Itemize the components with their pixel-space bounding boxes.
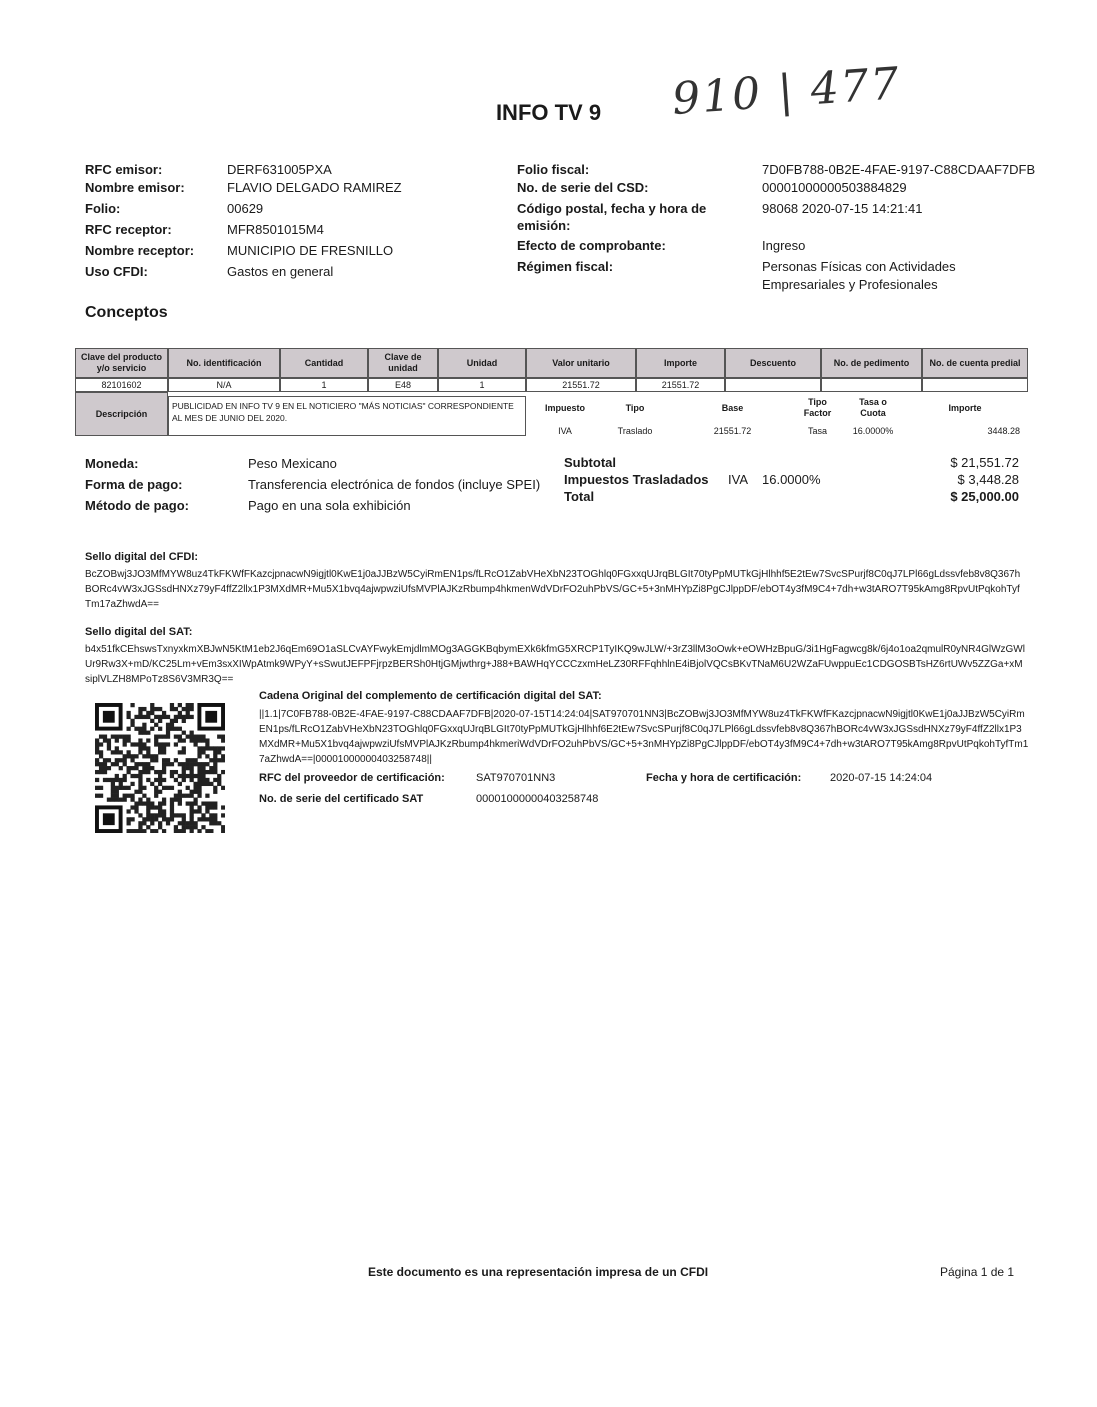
nombre-receptor-value: MUNICIPIO DE FRESNILLO — [227, 243, 394, 258]
th-cuenta-predial: No. de cuenta predial — [922, 348, 1028, 378]
th-no-pedimento: No. de pedimento — [821, 348, 922, 378]
td-cantidad: 1 — [280, 378, 368, 392]
qr-code-icon — [95, 703, 225, 833]
folio-value: 00629 — [227, 201, 264, 216]
td-cuenta-predial — [922, 378, 1028, 392]
handwritten-note: 910 | 477 — [670, 58, 903, 125]
tax-h-tipo-factor: Tipo Factor — [803, 397, 832, 418]
uso-cfdi-value: Gastos en general — [227, 264, 334, 279]
codigo-value: 98068 2020-07-15 14:21:41 — [762, 201, 923, 216]
codigo-label-2: emisión: — [517, 218, 571, 233]
cadena-label: Cadena Original del complemento de certificación digital del SAT: — [259, 690, 602, 702]
folio-fiscal-label: Folio fiscal: — [517, 162, 590, 177]
nombre-emisor-value: FLAVIO DELGADO RAMIREZ — [227, 180, 402, 195]
th-descuento: Descuento — [725, 348, 821, 378]
metodo-pago-value: Pago en una sola exhibición — [248, 498, 411, 513]
descripcion-label: Descripción — [75, 392, 168, 436]
page-indicator: Página 1 de 1 — [940, 1265, 1015, 1279]
td-clave-unidad: E48 — [368, 378, 438, 392]
codigo-label: Código postal, fecha y hora de — [517, 201, 707, 216]
tax-h-tasa-cuota: Tasa o Cuota — [859, 397, 887, 418]
forma-pago-label: Forma de pago: — [85, 477, 183, 492]
td-no-pedimento — [821, 378, 922, 392]
th-clave-unidad: Clave de unidad — [368, 348, 438, 378]
nombre-emisor-label: Nombre emisor: — [85, 180, 185, 195]
regimen-value-2: Empresariales y Profesionales — [762, 277, 938, 292]
impuestos-value: $ 3,448.28 — [957, 472, 1019, 487]
tax-h-impuesto: Impuesto — [544, 403, 585, 413]
rfc-proveedor-value: SAT970701NN3 — [476, 772, 556, 784]
descripcion-text: PUBLICIDAD EN INFO TV 9 EN EL NOTICIERO "MÁS NOTICIAS" CORRESPONDIENTE AL MES DE JUNIO DEL 2020. — [168, 396, 526, 436]
subtotal-label: Subtotal — [564, 455, 616, 470]
th-unidad: Unidad — [438, 348, 526, 378]
tax-h-tipo: Tipo — [625, 403, 645, 413]
td-no-identificacion: N/A — [168, 378, 280, 392]
rfc-receptor-label: RFC receptor: — [85, 222, 172, 237]
regimen-label: Régimen fiscal: — [517, 259, 614, 274]
th-clave-producto: Clave del producto y/o servicio — [75, 348, 168, 378]
forma-pago-value: Transferencia electrónica de fondos (incluye SPEI) — [248, 477, 541, 492]
th-no-identificacion: No. identificación — [168, 348, 280, 378]
total-label: Total — [564, 489, 595, 504]
impuestos-tipo: IVA — [728, 472, 748, 487]
td-importe: 21551.72 — [636, 378, 725, 392]
serie-csd-label: No. de serie del CSD: — [517, 180, 649, 195]
tax-v-base: 21551.72 — [713, 426, 752, 436]
document-title: INFO TV 9 — [495, 100, 602, 125]
th-valor-unitario: Valor unitario — [526, 348, 636, 378]
impuestos-tasa: 16.0000% — [762, 472, 821, 487]
nombre-receptor-label: Nombre receptor: — [85, 243, 195, 258]
tax-v-impuesto: IVA — [558, 426, 572, 436]
uso-cfdi-label: Uso CFDI: — [85, 264, 148, 279]
td-valor-unitario: 21551.72 — [526, 378, 636, 392]
tax-h-importe: Importe — [948, 403, 982, 413]
conceptos-title: Conceptos — [85, 304, 168, 321]
td-clave-producto: 82101602 — [75, 378, 168, 392]
regimen-value-1: Personas Físicas con Actividades — [762, 259, 956, 274]
tax-h-base: Base — [721, 403, 744, 413]
tax-v-tipo: Traslado — [617, 426, 653, 436]
moneda-value: Peso Mexicano — [248, 456, 337, 471]
folio-label: Folio: — [85, 201, 121, 216]
metodo-pago-label: Método de pago: — [85, 498, 189, 513]
total-value: $ 25,000.00 — [950, 489, 1019, 504]
folio-fiscal-value: 7D0FB788-0B2E-4FAE-9197-C88CDAAF7DFB — [762, 162, 1036, 177]
footer-note: Este documento es una representación impresa de un CFDI — [368, 1265, 709, 1279]
impuestos-label: Impuestos Trasladados — [564, 472, 709, 487]
cadena-value: ||1.1|7C0FB788-0B2E-4FAE-9197-C88CDAAF7DFB|2020-07-15T14:24:04|SAT970701NN3|BcZOBwj3JO3MfMYW8uz4TkFKWfFKazcjpnacwN9igjtl0KwE1j0aJJBzW5CyiRmEN1ps/fLRcO1ZabVHeXbN23TOGhlq0FGxxqUJrqBLGIt70tyPpMUTkGjHlhhf6E2tEw7SvcSPurjf8C0qJ7LPl66gLdssvfeb8v8Q367hBORc4vW3xJGSsdHNXz79yF4ffZ2llx1P3MXdMR+Mu5X1bvq4ajwpwziUfsMVPlAJKzRbump4hkmeriWdVDrFO2uhPbVS/GC+5+3nMHYpZi8PgCJlppDF/ebOT4y3fM9C4+7dh+w3tARO7T95kAmg8RpvUtPqkohTyfTm17aZhwdA==|00001000000403258748|| — [259, 709, 1029, 765]
td-unidad: 1 — [438, 378, 526, 392]
tax-v-importe: 3448.28 — [987, 426, 1020, 436]
sello-sat-label: Sello digital del SAT: — [85, 626, 193, 638]
fecha-cert-value: 2020-07-15 14:24:04 — [830, 772, 933, 784]
efecto-value: Ingreso — [762, 238, 806, 253]
rfc-receptor-value: MFR8501015M4 — [227, 222, 324, 237]
subtotal-value: $ 21,551.72 — [950, 455, 1019, 470]
sello-cfdi-value: BcZOBwj3JO3MfMYW8uz4TkFKWfFKazcjpnacwN9igjtl0KwE1j0aJJBzW5CyiRmEN1ps/fLRcO1ZabVHeXbN23TOGhlq0FGxxqUJrqBLGIt70tyPpMUTkGjHlhhf5E2tEw7SvcSPurjf8C0qJ7LPl66gLdssvfeb8v8Q367hBORc4vW3xJGSsdHNXz79yF4ffZ2llx1P3MXdMR+Mu5X1bvq4ajwpwziUfsMVPlAJKzRbump4hkmenWdVDrFO2uhPbVS/GC+5+3nMHYpZi8PgCJlppDF/ebOT4y3fM9C4+7dh+w3tARO7T95kAmg8RpvUtPqkohTyfTm17aZhwdA== — [85, 569, 1021, 610]
efecto-label: Efecto de comprobante: — [517, 238, 666, 253]
moneda-label: Moneda: — [85, 456, 139, 471]
serie-cert-label: No. de serie del certificado SAT — [259, 793, 424, 805]
serie-csd-value: 00001000000503884829 — [762, 180, 907, 195]
rfc-emisor-value: DERF631005PXA — [227, 162, 332, 177]
fecha-cert-label: Fecha y hora de certificación: — [646, 772, 802, 784]
th-importe: Importe — [636, 348, 725, 378]
serie-cert-value: 00001000000403258748 — [476, 793, 599, 805]
td-descuento — [725, 378, 821, 392]
sello-sat-value: b4x51fkCEhswsTxnyxkmXBJwN5KtM1eb2J6qEm69O1aSLCvAYFwykEmjdlmMOg3AGGKBqbymEXk6kfmG5XRCP1TyIKQ9wJLW/+3rZ3llM3oOwk+eOWHzBpuG/3i1HgFagwcg8k/6j4o1oa2qmulR0yNR4GlWzGWlUr9Rw3X+mD/KC25Lm+vEm3sxXIWpAtmk9WPyY+sSwutJEFPFjrpzBERSh0HtjGMjwthrg+J88+BAWHqYCCCzxmHeLZ30RFFqhhlnE4iBjolVQCsBKvTNaM6U2WZaFUwppuEc1CDGOSBTsHZ6rtUWv5ZZGa+xMsiplVLZH8MPoTz8S6V3MR3Q== — [85, 644, 1025, 685]
rfc-proveedor-label: RFC del proveedor de certificación: — [259, 772, 445, 784]
sello-cfdi-label: Sello digital del CFDI: — [85, 551, 199, 563]
tax-v-tipo-factor: Tasa — [807, 426, 827, 436]
th-cantidad: Cantidad — [280, 348, 368, 378]
rfc-emisor-label: RFC emisor: — [85, 162, 163, 177]
tax-v-tasa-cuota: 16.0000% — [852, 426, 894, 436]
